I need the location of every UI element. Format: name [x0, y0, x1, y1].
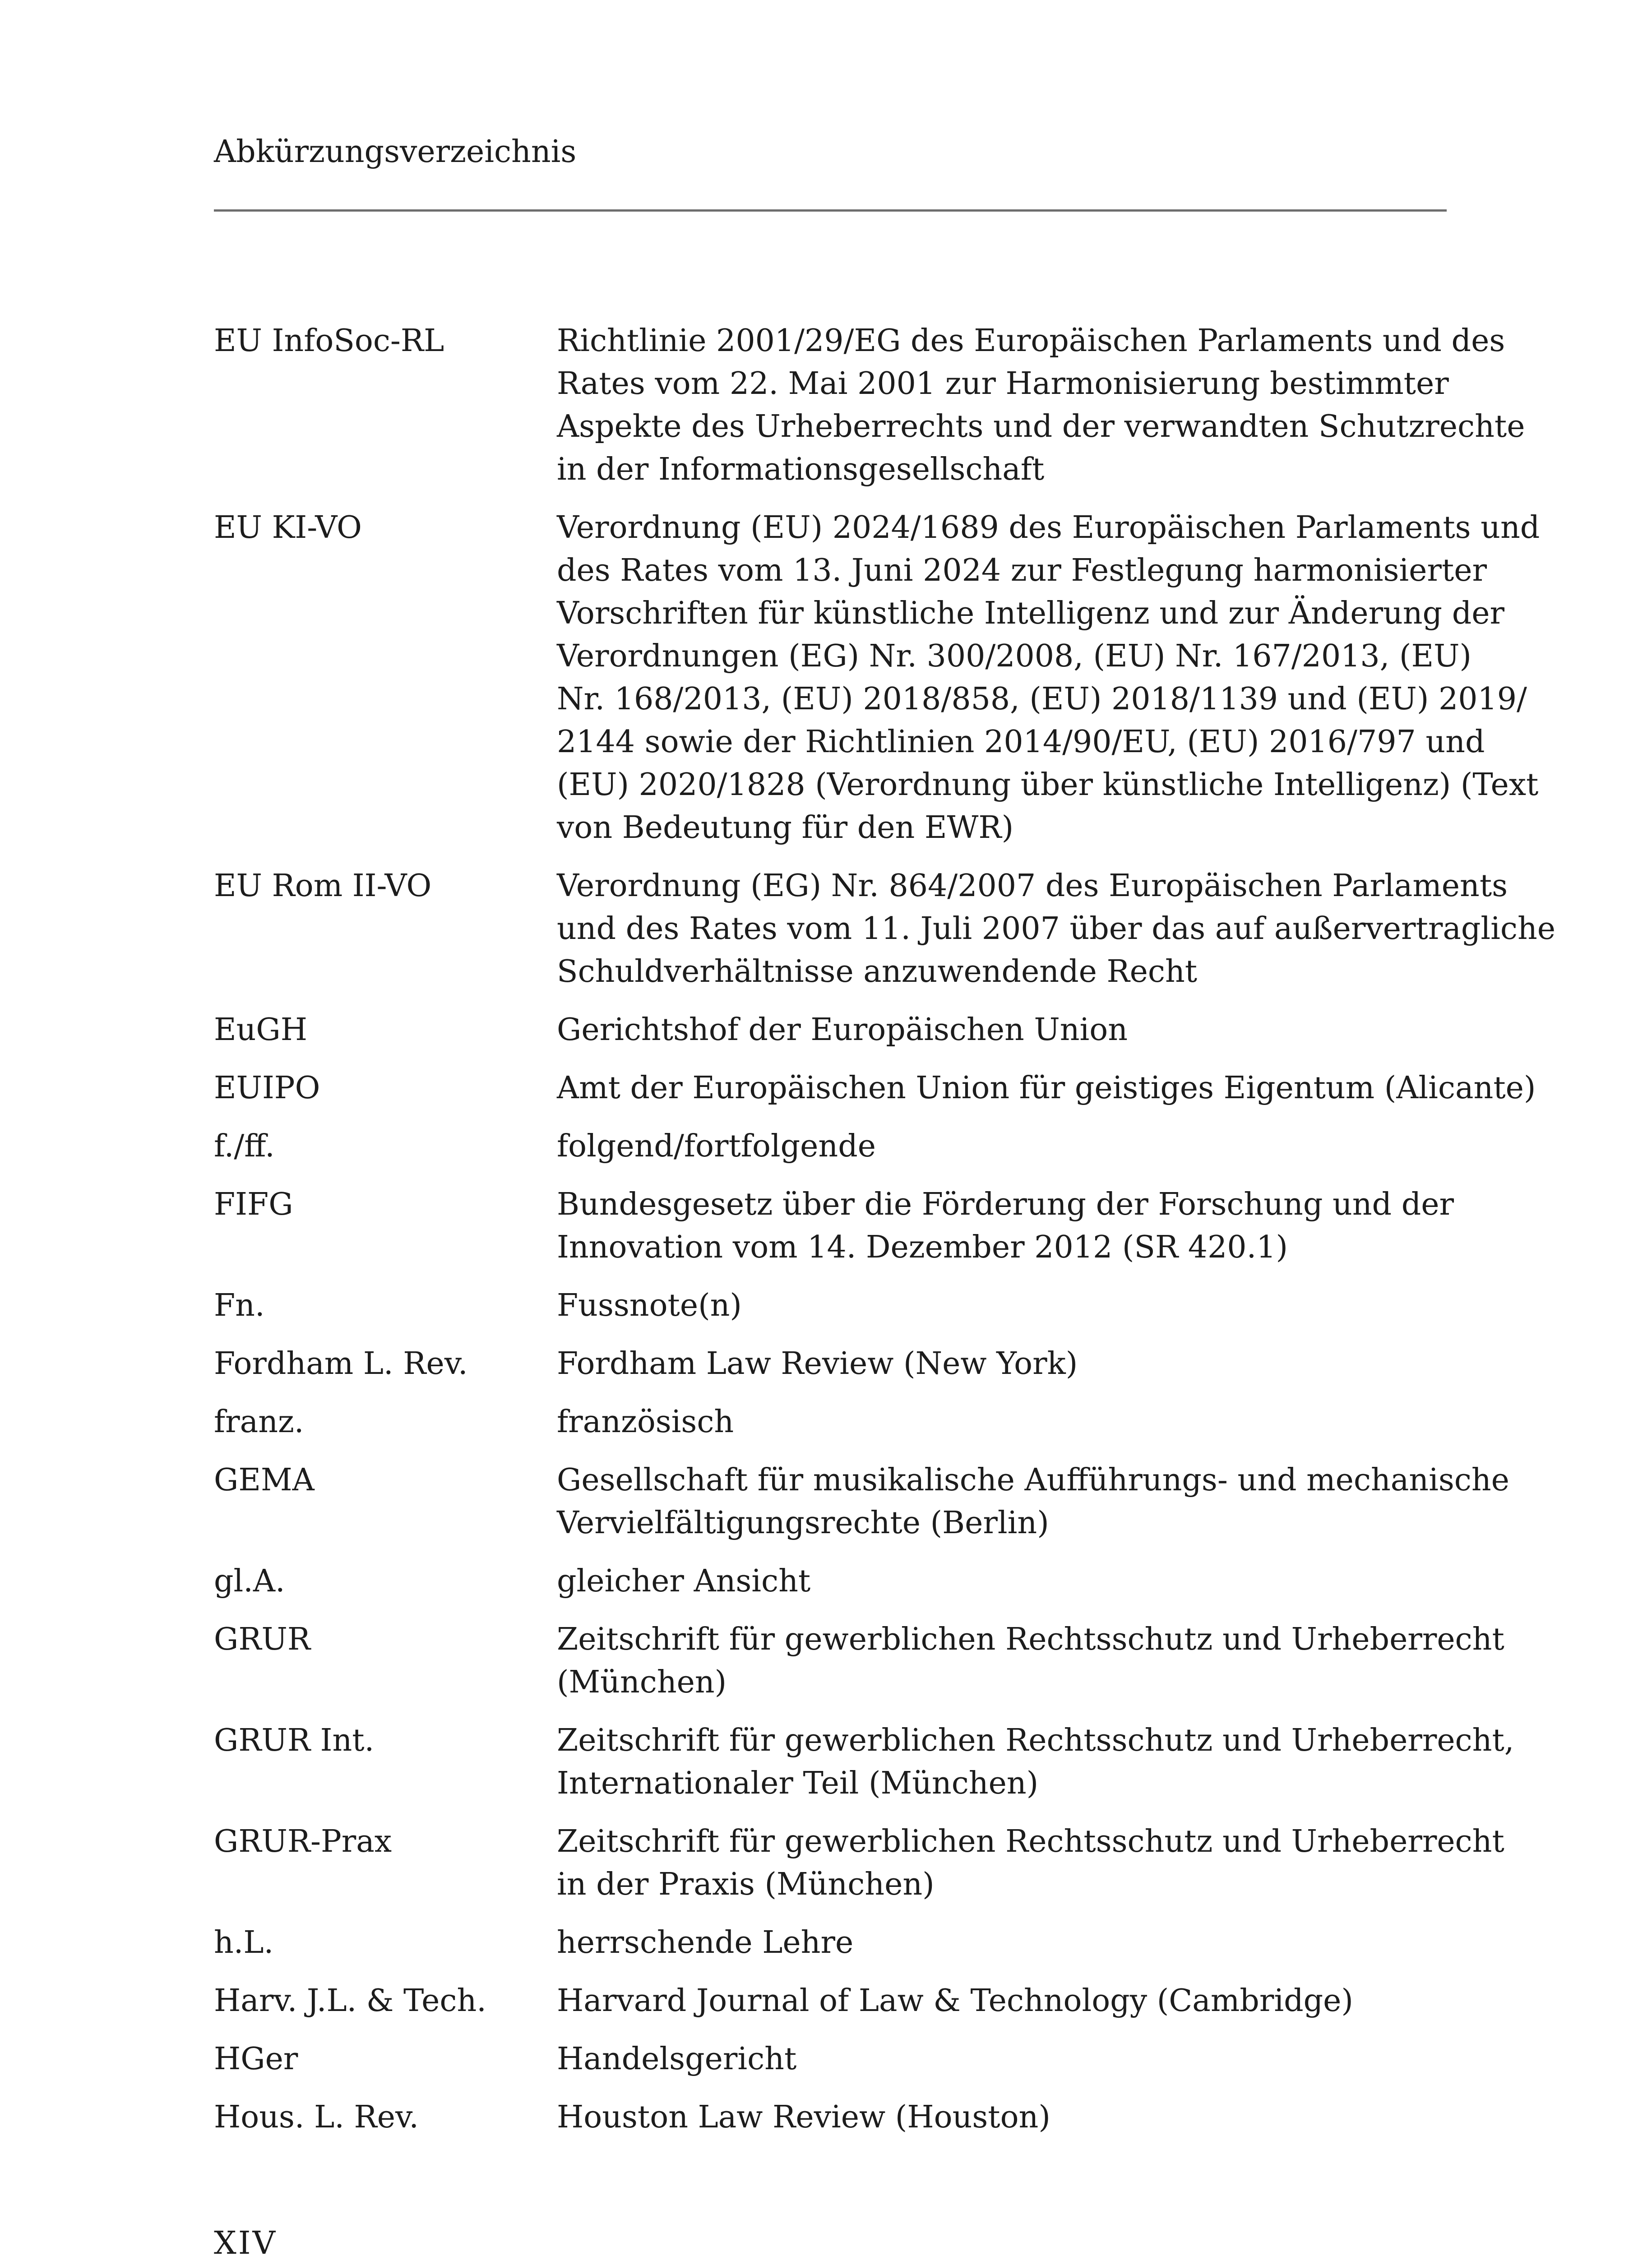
definition-line: Bundesgesetz über die Förderung der Forschung und der — [557, 1187, 1454, 1222]
definition-line: Verordnung (EU) 2024/1689 des Europäischen Parlaments und — [557, 510, 1540, 546]
definition-line: Vorschriften für künstliche Intelligenz und zur Änderung der — [557, 596, 1504, 631]
abbreviation-definition — [557, 1067, 1536, 1110]
definition-line: Gerichtshof der Europäischen Union — [557, 1012, 1128, 1048]
definition-line: in der Informationsgesellschaft — [557, 452, 1045, 487]
definition-line: Verordnung (EG) Nr. 864/2007 des Europäischen Parlaments — [557, 868, 1508, 904]
definition-line: Innovation vom 14. Dezember 2012 (SR 420.1) — [557, 1230, 1288, 1265]
abbreviation-entry — [214, 1719, 1514, 1805]
abbreviation-entry — [214, 2038, 1447, 2080]
abbreviation-term: FIFG — [214, 1187, 293, 1222]
definition-line: Richtlinie 2001/29/EG des Europäischen Parlaments und des — [557, 323, 1505, 359]
abbreviation-entry — [214, 1820, 1504, 1906]
abbreviation-definition — [557, 319, 1525, 491]
definition-line: Gesellschaft für musikalische Aufführungs- und mechanische — [557, 1462, 1509, 1498]
abbreviation-definition — [557, 864, 1555, 993]
abbreviation-definition — [557, 1560, 1447, 1603]
definition-line: herrschende Lehre — [557, 1925, 854, 1960]
definition-line: Zeitschrift für gewerblichen Rechtsschutz und Urheberrecht — [557, 1824, 1504, 1859]
abbreviation-term: EU KI-VO — [214, 510, 362, 546]
page-number: XIV — [214, 2224, 278, 2256]
abbreviation-term: franz. — [214, 1404, 304, 1440]
definition-line: Nr. 168/2013, (EU) 2018/858, (EU) 2018/1139 und (EU) 2019/ — [557, 681, 1527, 717]
abbreviation-entry — [214, 1618, 1504, 1704]
abbreviation-entry — [214, 1921, 1447, 1964]
abbreviation-entry — [214, 1125, 1447, 1168]
definition-line: Zeitschrift für gewerblichen Rechtsschutz und Urheberrecht, — [557, 1723, 1514, 1758]
abbreviation-definition — [557, 506, 1540, 849]
abbreviation-definition — [557, 1125, 1447, 1168]
definition-line: Internationaler Teil (München) — [557, 1766, 1039, 1801]
definition-line: von Bedeutung für den EWR) — [557, 810, 1014, 846]
definition-line: Fordham Law Review (New York) — [557, 1346, 1078, 1382]
abbreviation-term: gl.A. — [214, 1563, 285, 1599]
abbreviation-term: GRUR Int. — [214, 1723, 375, 1758]
abbreviation-entry — [214, 1979, 1447, 2022]
definition-line: Schuldverhältnisse anzuwendende Recht — [557, 954, 1198, 989]
abbreviation-entry — [214, 1342, 1447, 1385]
abbreviation-entry — [214, 1560, 1447, 1603]
abbreviation-definition — [557, 1183, 1454, 1269]
abbreviation-definition — [557, 1820, 1504, 1906]
header-rule — [214, 209, 1447, 212]
definition-line: Zeitschrift für gewerblichen Rechtsschutz und Urheberrecht — [557, 1622, 1504, 1657]
abbreviation-definition — [557, 1401, 1447, 1443]
definition-line: Vervielfältigungsrechte (Berlin) — [557, 1505, 1049, 1541]
abbreviation-term: Hous. L. Rev. — [214, 2099, 419, 2135]
definition-line: (München) — [557, 1664, 727, 1700]
definition-line: 2144 sowie der Richtlinien 2014/90/EU, (EU) 2016/797 und — [557, 724, 1485, 760]
abbreviation-term: h.L. — [214, 1925, 274, 1960]
abbreviation-term: EuGH — [214, 1012, 308, 1048]
abbreviation-entry — [214, 1008, 1447, 1051]
abbreviation-entry — [214, 1284, 1447, 1327]
definition-line: Rates vom 22. Mai 2001 zur Harmonisierung bestimmter — [557, 366, 1449, 402]
abbreviation-term: Harv. J.L. & Tech. — [214, 1983, 486, 2019]
abbreviation-entry — [214, 2096, 1447, 2139]
abbreviation-entry — [214, 506, 1540, 849]
abbreviation-definition — [557, 1921, 1447, 1964]
abbreviation-entry — [214, 319, 1525, 491]
abbreviation-entry — [214, 1459, 1509, 1544]
abbreviation-term: Fordham L. Rev. — [214, 1346, 468, 1382]
abbreviation-definition — [557, 1008, 1447, 1051]
definition-line: in der Praxis (München) — [557, 1867, 935, 1902]
abbreviation-term: HGer — [214, 2041, 298, 2077]
abbreviation-definition — [557, 1284, 1447, 1327]
abbreviation-entry — [214, 864, 1556, 993]
abbreviation-definition — [557, 1618, 1504, 1704]
definition-line: (EU) 2020/1828 (Verordnung über künstliche Intelligenz) (Text — [557, 767, 1539, 803]
definition-line: Handelsgericht — [557, 2041, 797, 2077]
abbreviation-term: EU Rom II-VO — [214, 868, 432, 904]
abbreviation-definition — [557, 2038, 1447, 2080]
abbreviation-entry — [214, 1067, 1536, 1110]
definition-line: Harvard Journal of Law & Technology (Cambridge) — [557, 1983, 1353, 2019]
abbreviation-term: f./ff. — [214, 1128, 275, 1164]
abbreviation-term: Fn. — [214, 1288, 265, 1323]
abbreviation-list — [214, 319, 1556, 2154]
definition-line: des Rates vom 13. Juni 2024 zur Festlegung harmonisierter — [557, 553, 1487, 588]
definition-line: Amt der Europäischen Union für geistiges Eigentum (Alicante) — [557, 1070, 1536, 1106]
definition-line: folgend/fortfolgende — [557, 1128, 876, 1164]
abbreviation-term: EUIPO — [214, 1070, 320, 1106]
definition-line: Fussnote(n) — [557, 1288, 742, 1323]
abbreviation-term: EU InfoSoc-RL — [214, 323, 444, 359]
abbreviation-term: GRUR-Prax — [214, 1824, 392, 1859]
definition-line: Houston Law Review (Houston) — [557, 2099, 1050, 2135]
abbreviation-definition — [557, 1979, 1447, 2022]
abbreviation-term: GEMA — [214, 1462, 315, 1498]
definition-line: und des Rates vom 11. Juli 2007 über das auf außervertragliche — [557, 911, 1556, 947]
definition-line: Aspekte des Urheberrechts und der verwandten Schutzrechte — [557, 409, 1525, 444]
abbreviation-definition — [557, 1342, 1447, 1385]
abbreviation-definition — [557, 1719, 1514, 1805]
abbreviation-term: GRUR — [214, 1622, 311, 1657]
abbreviation-entry — [214, 1183, 1454, 1269]
running-header: Abkürzungsverzeichnis — [214, 134, 577, 170]
definition-line: französisch — [557, 1404, 734, 1440]
definition-line: gleicher Ansicht — [557, 1563, 811, 1599]
abbreviation-definition — [557, 1459, 1509, 1544]
abbreviation-entry — [214, 1401, 1447, 1443]
abbreviation-definition — [557, 2096, 1447, 2139]
definition-line: Verordnungen (EG) Nr. 300/2008, (EU) Nr. 167/2013, (EU) — [557, 638, 1472, 674]
